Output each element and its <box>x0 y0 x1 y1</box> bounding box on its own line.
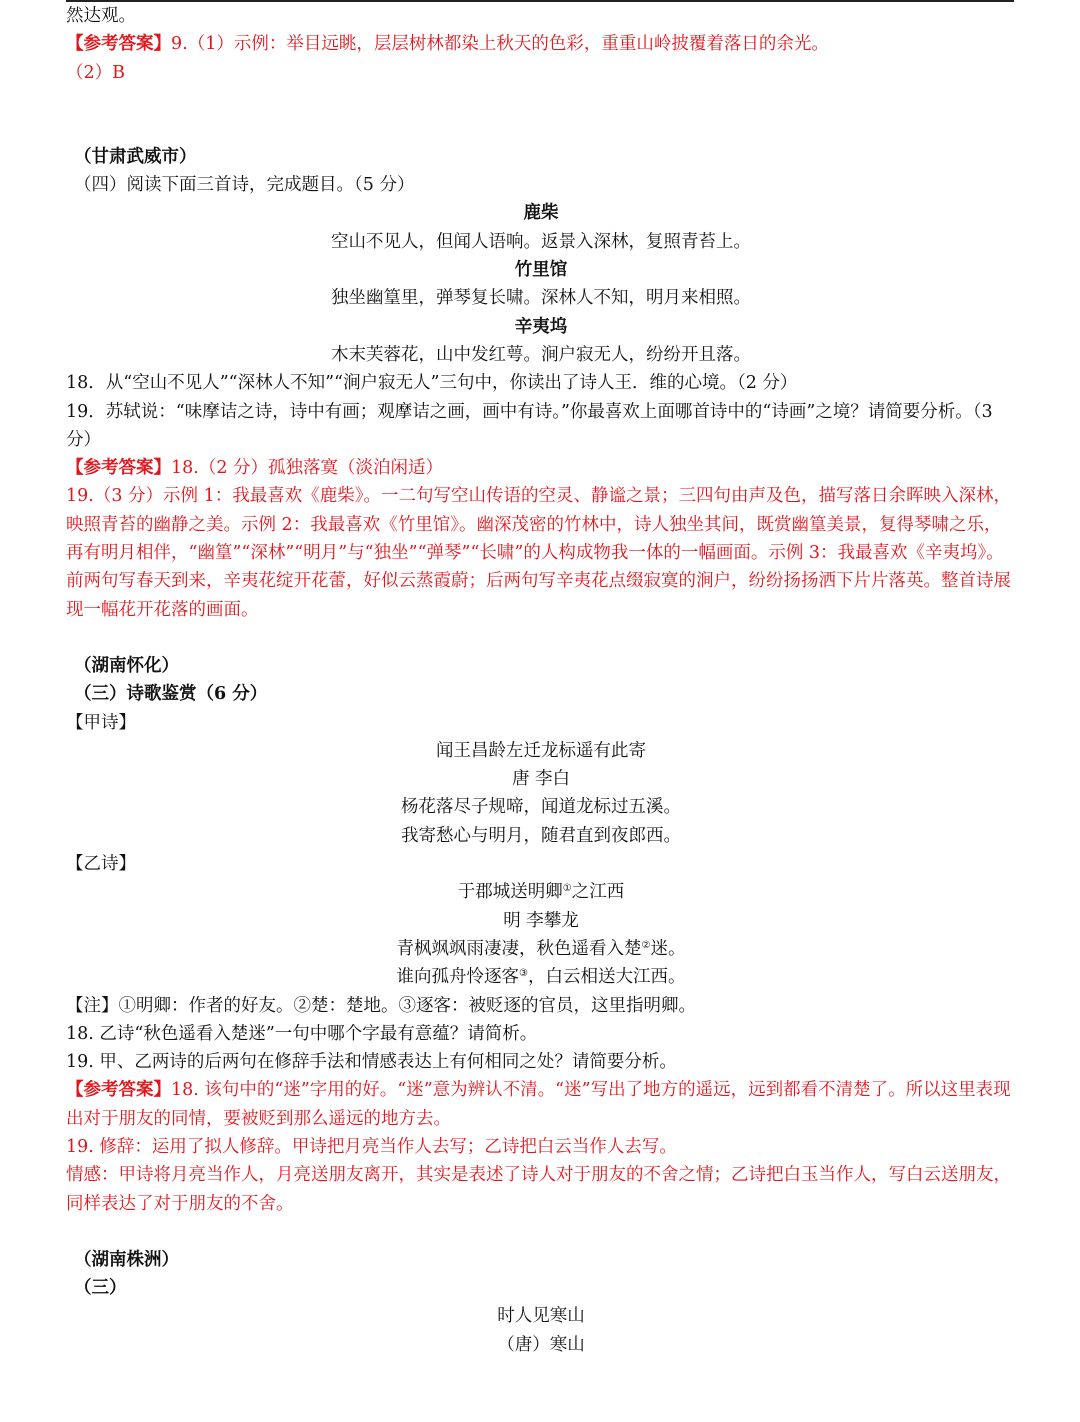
poem-b-line2-pre: 谁向孤舟怜逐客 <box>396 967 520 988</box>
poem-b-line1 <box>66 935 1016 963</box>
annotation-note: 【注】①明卿：作者的好友。②楚：楚地。③逐客：被贬逐的官员，这里指明卿。 <box>66 995 696 1016</box>
poem-a-line1: 杨花落尽子规啼，闻道龙标过五溪。 <box>401 797 681 818</box>
answer-9-part2: （2）B <box>66 62 125 83</box>
answer-tag: 【参考答案】 <box>66 34 171 55</box>
answer-9-text: 9.（1）示例：举目远眺，层层树林都染上秋天的色彩，重重山岭披覆着落日的余光。 <box>171 34 829 55</box>
poem-b-line2 <box>66 963 1016 991</box>
poem-title-luzhai: 鹿柴 <box>523 203 559 224</box>
poem-text-xinyiwu: 木末芙蓉花，山中发红萼。涧户寂无人，纷纷开且落。 <box>331 344 751 365</box>
poem-b-line2-post: ，白云相送大江西。 <box>527 967 686 988</box>
answer-19-b: 19. 修辞：运用了拟人修辞。甲诗把月亮当作人去写；乙诗把白云当作人去写。 <box>66 1136 677 1157</box>
source-gansu-wuwei: （甘肃武威市） <box>74 146 197 167</box>
source-hunan-zhuzhou: （湖南株洲） <box>74 1249 179 1270</box>
question-19: 19．苏轼说：“味摩诘之诗，诗中有画；观摩诘之画，画中有诗。”你最喜欢上面哪首诗中的“诗画”之境？请简要分析。（3 分） <box>66 401 993 450</box>
question-19-b: 19. 甲、乙两诗的后两句在修辞手法和情感表达上有何相同之处？请简要分析。 <box>66 1052 677 1073</box>
poem-author-hanshan: （唐）寒山 <box>497 1334 585 1355</box>
answer-18-b <box>66 1076 1016 1133</box>
poem-title-zhuliguan: 竹里馆 <box>514 260 568 281</box>
question-18: 18．从“空山不见人”“深林人不知”“涧户寂无人”三句中，你读出了诗人王．维的心境。（2 分） <box>66 373 798 394</box>
poem-a-author: 唐 李白 <box>511 769 571 790</box>
poem-text-zhuliguan: 独坐幽篁里，弹琴复长啸。深林人不知，明月来相照。 <box>331 288 751 309</box>
poem-b-line1-pre: 青枫飒飒雨凄凄，秋色遥看入楚 <box>396 938 642 959</box>
answer-18-text: 18.（2 分）孤独落寞（淡泊闲适） <box>171 458 444 479</box>
answer-9 <box>66 30 1016 58</box>
section-three: （三） <box>74 1278 127 1299</box>
section-instruction: （四）阅读下面三首诗，完成题目。（5 分） <box>74 175 415 196</box>
source-hunan-huaihua: （湖南怀化） <box>74 655 179 676</box>
answer-emotion: 情感：甲诗将月亮当作人，月亮送朋友离开，其实是表述了诗人对于朋友的不舍之情；乙诗把白玉当作人，写白云送朋友，同样表达了对于朋友的不舍。 <box>66 1165 1011 1214</box>
document-page <box>66 2 1016 1359</box>
footnote-mark-1: ① <box>562 883 572 895</box>
poem-b-title <box>66 878 1016 906</box>
answer-tag: 【参考答案】 <box>66 1080 171 1101</box>
poem-b-title-pre: 于郡城送明卿 <box>457 882 563 903</box>
answer-18 <box>66 454 1016 482</box>
poem-a-title: 闻王昌龄左迁龙标遥有此寄 <box>436 740 646 761</box>
poem-b-title-post: 之江西 <box>571 882 625 903</box>
answer-19: 19.（3 分）示例 1：我最喜欢《鹿柴》。一二句写空山传语的空灵、静谧之景；三四句由声及色，描写落日余晖映入深林，映照青苔的幽静之美。示例 2：我最喜欢《竹里馆》。幽深茂密的竹林中，诗人独坐其间，既赏幽篁美景，复得琴啸之乐，再有明月相伴，“幽篁”“深林”“明月”与“独坐”“弹琴”“长啸”的人构成物我一体的一幅画面。示例 3：我最喜欢《辛夷坞》。前两句写春天到来，辛夷花绽开花蕾，好似云蒸霞蔚；后两句写辛夷花点缀寂寞的涧户，纷纷扬扬洒下片片落英。整首诗展现一幅花开花落的画面。 <box>66 486 1011 620</box>
answer-tag: 【参考答案】 <box>66 458 171 479</box>
section-poetry-appreciation: （三）诗歌鉴赏（6 分） <box>74 684 268 705</box>
continuation-text: 然达观。 <box>66 6 136 26</box>
poem-title-hanshan: 时人见寒山 <box>497 1306 585 1327</box>
question-18-b: 18. 乙诗“秋色遥看入楚迷”一句中哪个字最有意蕴？请简析。 <box>66 1023 538 1044</box>
poem-title-xinyiwu: 辛夷坞 <box>514 316 568 337</box>
poem-b-author: 明 李攀龙 <box>503 910 579 931</box>
poem-a-tag: 【甲诗】 <box>66 712 136 733</box>
answer-18-b-text: 18. 该句中的“迷”字用的好。“迷”意为辨认不清。“迷”写出了地方的遥远，远到都看不清楚了。所以这里表现出对于朋友的同情，要被贬到那么遥远的地方去。 <box>66 1080 1011 1129</box>
poem-b-line1-post: 迷。 <box>650 938 686 959</box>
footnote-mark-2: ② <box>641 939 651 951</box>
footnote-mark-3: ③ <box>519 968 528 980</box>
poem-b-tag: 【乙诗】 <box>66 854 136 875</box>
poem-text-luzhai: 空山不见人，但闻人语响。返景入深林，复照青苔上。 <box>331 231 751 252</box>
poem-a-line2: 我寄愁心与明月，随君直到夜郎西。 <box>401 825 681 846</box>
